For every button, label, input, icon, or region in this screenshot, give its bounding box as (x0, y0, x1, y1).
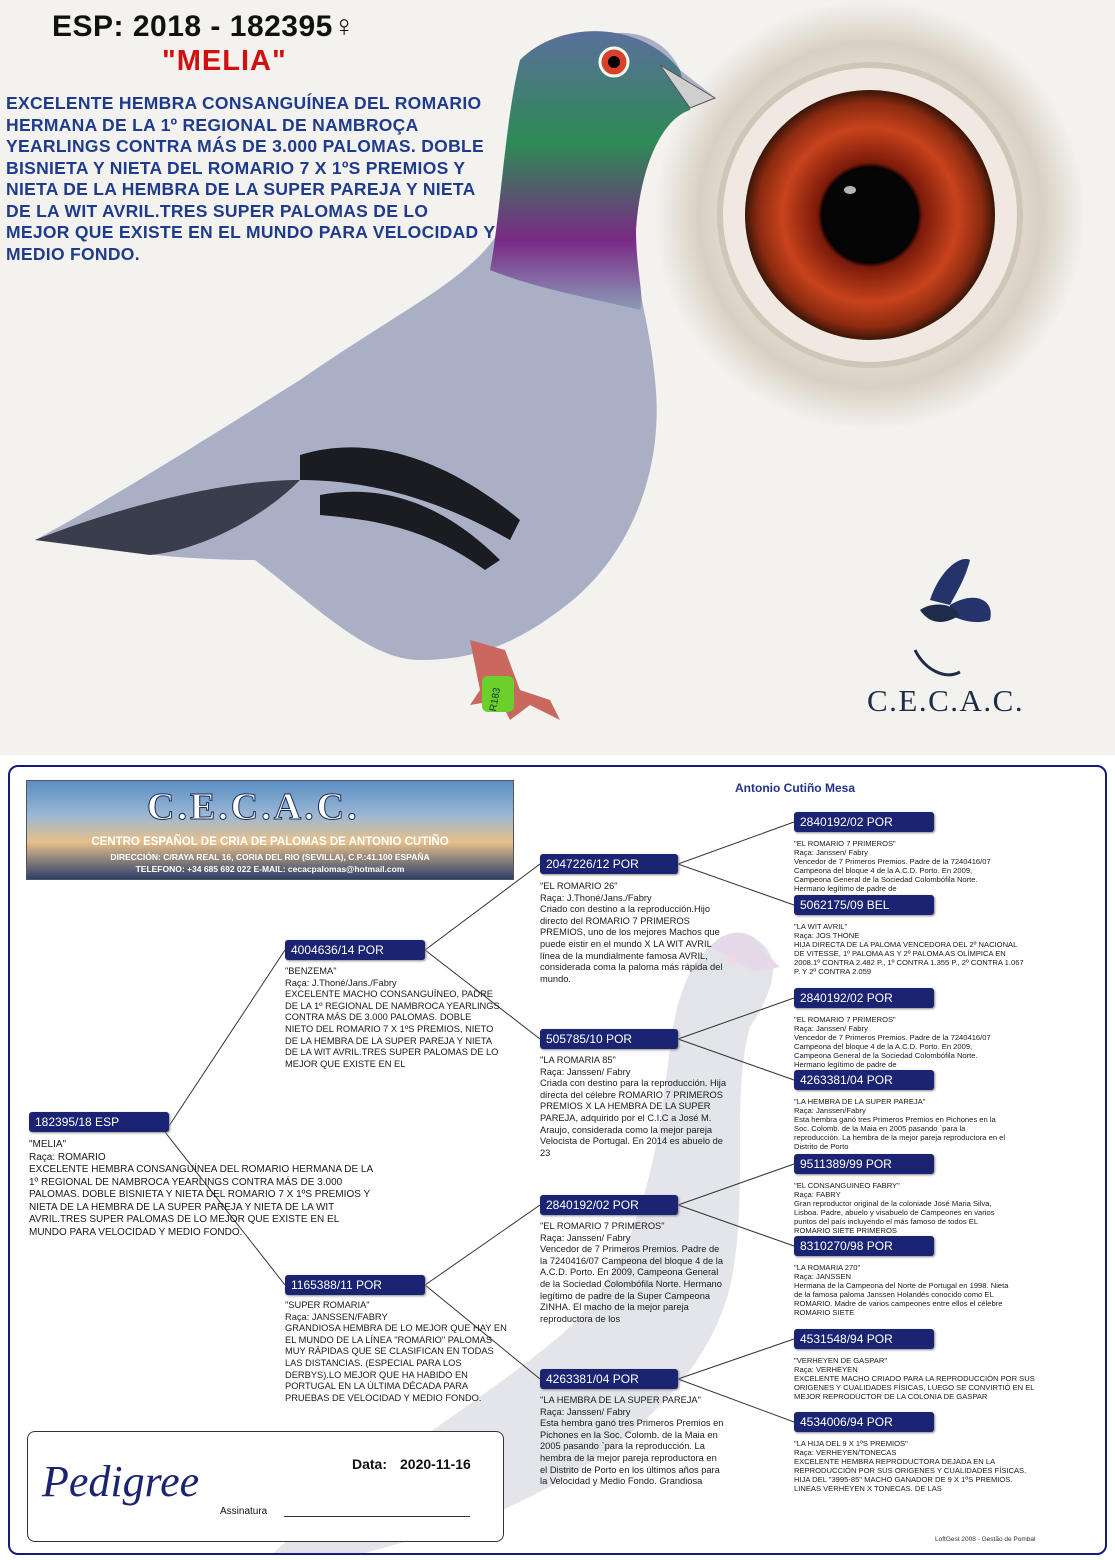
gen3-ring-badge-2[interactable]: 5062175/09 BEL (794, 895, 934, 915)
gen2-race: Raça: Janssen/ Fabry (540, 1066, 631, 1077)
owner-name: Antonio Cutiño Mesa (735, 781, 855, 795)
gen3-text: EXCELENTE HEMBRA REPRODUCTORA DEJADA EN LA REPRODUCCIÓN POR SUS ORIGENES Y CUALIDADES FÍSICAS. HIJA DEL "3995-85" MACHO GANADOR DE 9 X 1ºS PREMIOS. LINEAS VERHEYEN X TONECAS. DE LAS (794, 1457, 1027, 1494)
dam-ring-badge[interactable]: 1165388/11 POR (285, 1275, 425, 1295)
date-value: 2020-11-16 (400, 1456, 471, 1472)
gen2-info-2 (540, 1055, 732, 1159)
sire-info (285, 966, 500, 1070)
gen3-text: Esta hembra ganó tres Primeros Premios en Pichones en la Soc. Colomb. de la Maia en 2005 pasando `para la reproducción. La hembra de la mejor pareja reproductora en el Distrito de Porto (794, 1115, 1006, 1152)
gen3-ring-badge-3[interactable]: 2840192/02 POR (794, 988, 934, 1008)
gen3-ring-badge-4[interactable]: 4263381/04 POR (794, 1070, 934, 1090)
dam-info (285, 1300, 507, 1404)
gen2-ring-badge-4[interactable]: 4263381/04 POR (540, 1369, 678, 1389)
gen3-race: Raça: Janssen/ Fabry (794, 1024, 868, 1034)
gen3-ring-badge-5[interactable]: 9511389/99 POR (794, 1154, 934, 1174)
subject-ring-badge[interactable]: 182395/18 ESP (29, 1112, 169, 1132)
gen3-info-4 (794, 1097, 1009, 1152)
gen3-race: Raça: Janssen/Fabry (794, 1106, 866, 1116)
gen2-text: Esta hembra ganó tres Primeros Premios en Pichones en la Soc. Colomb. de la Maia en 2005 pasando `para la reproducción. La hembra de la mejor pareja reproductora en el Distrito de Porto en los últimos años para la Velocidad y Medio Fondo. Grandiosa (540, 1418, 724, 1487)
gen3-text: Vencedor de 7 Primeros Premios. Padre de la 7240416/07 Campeona del bloque 4 de la A.C.D. Porto. En 2009, Campeona General de la Sociedad Colombófila Norte. Hermano legítimo de padre de (794, 857, 991, 894)
gen3-name: "EL ROMARIO 7 PRIMEROS" (794, 839, 896, 848)
pigeon-description: EXCELENTE HEMBRA CONSANGUÍNEA DEL ROMARIO HERMANA DE LA 1º REGIONAL DE NAMBROÇA YEARLINGS CONTRA MÁS DE 3.000 PALOMAS. DOBLE BISNIETA Y NIETA DEL ROMARIO 7 X 1ºS PREMIOS Y NIETA DE LA HEMBRA DE LA SUPER PAREJA Y NIETA DE LA WIT AVRIL.TRES SUPER PALOMAS DE LO MEJOR QUE EXISTE EN EL MUNDO PARA VELOCIDAD Y MEDIO FONDO. (6, 93, 495, 264)
gen2-name: "EL ROMARIO 26" (540, 881, 618, 891)
hero-section (0, 0, 1115, 755)
gen3-race: Raça: JOS THONE (794, 931, 860, 941)
gen3-name: "EL CONSANGUINEO FABRY" (794, 1181, 900, 1190)
banner-phone: TELEFONO: +34 685 692 022 E-MAIL: cecacpalomas@hotmail.com (135, 864, 405, 874)
gen3-text: HIJA DIRECTA DE LA PALOMA VENCEDORA DEL 2º NACIONAL DE VITESSE, 1º PALOMA AS Y 2º PALOMA AS OLÍMPICA EN 2008.1º CONTRA 2.482 P., 1º CONTRA 1.355 P., 2º CONTRA 1.067 P. Y 2º CONTRA 2.059 (794, 940, 1024, 977)
signature-label: Assinatura (220, 1506, 268, 1517)
gen3-name: "EL ROMARIO 7 PRIMEROS" (794, 1015, 896, 1024)
signature-line[interactable] (284, 1516, 470, 1517)
gen3-info-8 (794, 1439, 1039, 1494)
gen3-ring-badge-1[interactable]: 2840192/02 POR (794, 812, 934, 832)
gen3-info-2 (794, 922, 1024, 977)
dam-name: "SUPER ROMARIA" (285, 1300, 370, 1310)
gen3-name: "LA ROMARIA 270" (794, 1263, 861, 1272)
gen2-ring-badge-1[interactable]: 2047226/12 POR (540, 854, 678, 874)
gen3-race: Raça: VERHEYEN (794, 1365, 858, 1375)
gen3-text: Gran reproductor original de la coloniade José Maria Silva, Lisboa. Padre, abuelo y visabuelo de Campeones en varios puntos del país incluyendo el más famoso de todos EL ROMARIO SIETE PRIMEROS (794, 1199, 995, 1236)
gen3-race: Raça: FABRY (794, 1190, 841, 1200)
ring-text: R183 (488, 686, 504, 713)
ring-number-heading: ESP: 2018 - 182395♀ (52, 10, 356, 43)
gen3-ring-badge-8[interactable]: 4534006/94 POR (794, 1412, 934, 1432)
signature-box (27, 1431, 504, 1542)
eye-closeup (655, 0, 1085, 430)
gen2-ring-badge-2[interactable]: 505785/10 POR (540, 1029, 678, 1049)
gen2-text: Vencedor de 7 Primeros Premios. Padre de la 7240416/07 Campeona del bloque 4 de la A.C.D. Porto. En 2009, Campeona General de la Sociedad Colombófila Norte. Hermano legítimo de padre de la Super Campeona ZINHA. El macho de la mejor pareja reproductora de los (540, 1244, 723, 1324)
gen3-race: Raça: JANSSEN (794, 1272, 851, 1282)
pigeon-name-heading: "MELIA" (162, 45, 287, 77)
sire-ring-badge[interactable]: 4004636/14 POR (285, 940, 425, 960)
gen3-name: "LA HEMBRA DE LA SUPER PAREJA" (794, 1097, 926, 1106)
gen3-ring-badge-7[interactable]: 4531548/94 POR (794, 1329, 934, 1349)
gen3-text: Vencedor de 7 Primeros Premios. Padre de la 7240416/07 Campeona del bloque 4 de la A.C.D. Porto. En 2009, Campeona General de la Sociedad Colombófila Norte. Hermano legítimo de padre de (794, 1033, 991, 1070)
gen3-name: "VERHEYEN DE GASPAR" (794, 1356, 888, 1365)
cecac-bird-logo (915, 559, 991, 675)
gen3-name: "LA WIT AVRIL" (794, 922, 848, 931)
gen3-name: "LA HIJA DEL 9 X 1ºS PREMIOS" (794, 1439, 908, 1448)
gen3-info-6 (794, 1263, 1009, 1318)
gen3-info-1 (794, 839, 1009, 894)
sire-name: "BENZEMA" (285, 966, 337, 976)
gen2-text: Criado con destino a la reproducción.Hijo directo del ROMARIO 7 PRIMEROS PREMIOS, uno de los mejores Machos que puede eistir en el mundo X LA WIT AVRIL línea de la mundialmente famosa AVRIL, considerada coma la paloma más rápida del mundo. (540, 904, 723, 984)
cecac-banner (26, 780, 514, 880)
gen3-text: EXCELENTE MACHO CRIADO PARA LA REPRODUCCIÓN POR SUS ORIGENES Y CUALIDADES FÍSICAS, LUEGO SE CONVIRTIÓ EN EL MEJOR REPRODUCTOR DE LA COLONIA DE GASPAR (794, 1374, 1035, 1402)
subject-name: "MELIA" (29, 1139, 67, 1150)
dam-text: GRANDIOSA HEMBRA DE LO MEJOR QUE HAY EN EL MUNDO DE LA LÍNEA "ROMARIO" PALOMAS MUY RÁPIDAS QUE SE CLASIFICAN EN TODAS LAS DISTANCIAS. (ESPECIAL PARA LOS DERBYS).LO MEJOR QUE HA HABIDO EN PORTUGAL EN LA ÚLTIMA DÉCADA PARA PRUEBAS DE VELOCIDAD Y MEDIO FONDO. (285, 1323, 507, 1403)
pedigree-sheet (8, 765, 1107, 1555)
software-footer: LoftGest 2008 - Gestão de Pombal (935, 1536, 1036, 1543)
sire-text: EXCELENTE MACHO CONSANGUÍNEO, PADRE DE LA 1º REGIONAL DE NAMBROCA YEARLINGS CONTRA MÁS DE 3.000 PALOMAS. DOBLE NIETO DEL ROMARIO 7 X 1ºS PREMIOS, NIETO DE LA HEMBRA DE LA SUPER PAREJA Y NIETA DE LA WIT AVRIL.TRES SUPER PALOMAS DE LO MEJOR QUE EXISTE EN EL (285, 989, 500, 1069)
subject-text: EXCELENTE HEMBRA CONSANGUÍNEA DEL ROMARIO HERMANA DE LA 1º REGIONAL DE NAMBROCA YEARLINGS CONTRA MÁS DE 3.000 PALOMAS. DOBLE BISNIETA Y NIETA DEL ROMARIO 7 X 1ºS PREMIOS Y NIETA DE LA HEMBRA DE LA SUPER PAREJA Y NIETA DE LA WIT AVRIL.TRES SUPER PALOMAS DE LO MEJOR QUE EXISTE EN EL MUNDO PARA VELOCIDAD Y MEDIO FONDO. (29, 1164, 373, 1238)
gen2-name: "LA HEMBRA DE LA SUPER PAREJA" (540, 1395, 701, 1405)
gen3-race: Raça: Janssen/ Fabry (794, 848, 868, 858)
gen2-info-1 (540, 881, 725, 985)
cecac-logo-text: C.E.C.A.C. (867, 683, 1025, 718)
gen2-text: Criada con destino para la reproducción. Hija directa del célebre ROMARIO 7 PRIMEROS PREMIOS X LA HEMBRA DE LA SUPER PAREJA, adquirido por el C.I.C a José M. Araujo, considerada como la mejor pareja Velocista de Portugal. En 2014 es abuelo de 23 (540, 1078, 727, 1158)
gen2-name: "LA ROMARIA 85" (540, 1055, 616, 1065)
gen3-text: Hermana de la Campeona del Norte de Portugal en 1998. Nieta de la famosa paloma Janssen Holandés conocido como EL ROMARIO. Madre de varios campeones entre ellos el célebre ROMARIO SIETE (794, 1281, 1009, 1318)
banner-subtitle: CENTRO ESPAÑOL DE CRIA DE PALOMAS DE ANTONIO CUTIÑO (91, 836, 449, 848)
date-label: Data: (352, 1456, 388, 1472)
subject-info (29, 1139, 374, 1239)
dam-race: Raça: JANSSEN/FABRY (285, 1311, 388, 1322)
gen3-info-5 (794, 1181, 1009, 1236)
gen2-ring-badge-3[interactable]: 2840192/02 POR (540, 1195, 678, 1215)
sire-race: Raça: J.Thoné/Jans./Fabry (285, 977, 397, 988)
gen2-info-4 (540, 1395, 725, 1488)
banner-title: C.E.C.A.C. (147, 786, 360, 828)
gen2-name: "EL ROMARIO 7 PRIMEROS" (540, 1221, 665, 1231)
gen3-race: Raça: VERHEYEN/TONECAS (794, 1448, 897, 1458)
gen2-info-3 (540, 1221, 725, 1325)
gen3-ring-badge-6[interactable]: 8310270/98 POR (794, 1236, 934, 1256)
banner-address: DIRECCIÓN: C/RAYA REAL 16, CORIA DEL RIO (SEVILLA), C.P.:41.100 ESPAÑA (110, 852, 430, 862)
gen2-race: Raça: J.Thoné/Jans./Fabry (540, 892, 652, 903)
pedigree-logo: Pedigree (42, 1457, 200, 1506)
gen3-info-3 (794, 1015, 1009, 1070)
gen2-race: Raça: Janssen/ Fabry (540, 1406, 631, 1417)
subject-race: Raça: ROMARIO (29, 1151, 106, 1163)
gen3-info-7 (794, 1356, 1039, 1401)
gen2-race: Raça: Janssen/ Fabry (540, 1232, 631, 1243)
